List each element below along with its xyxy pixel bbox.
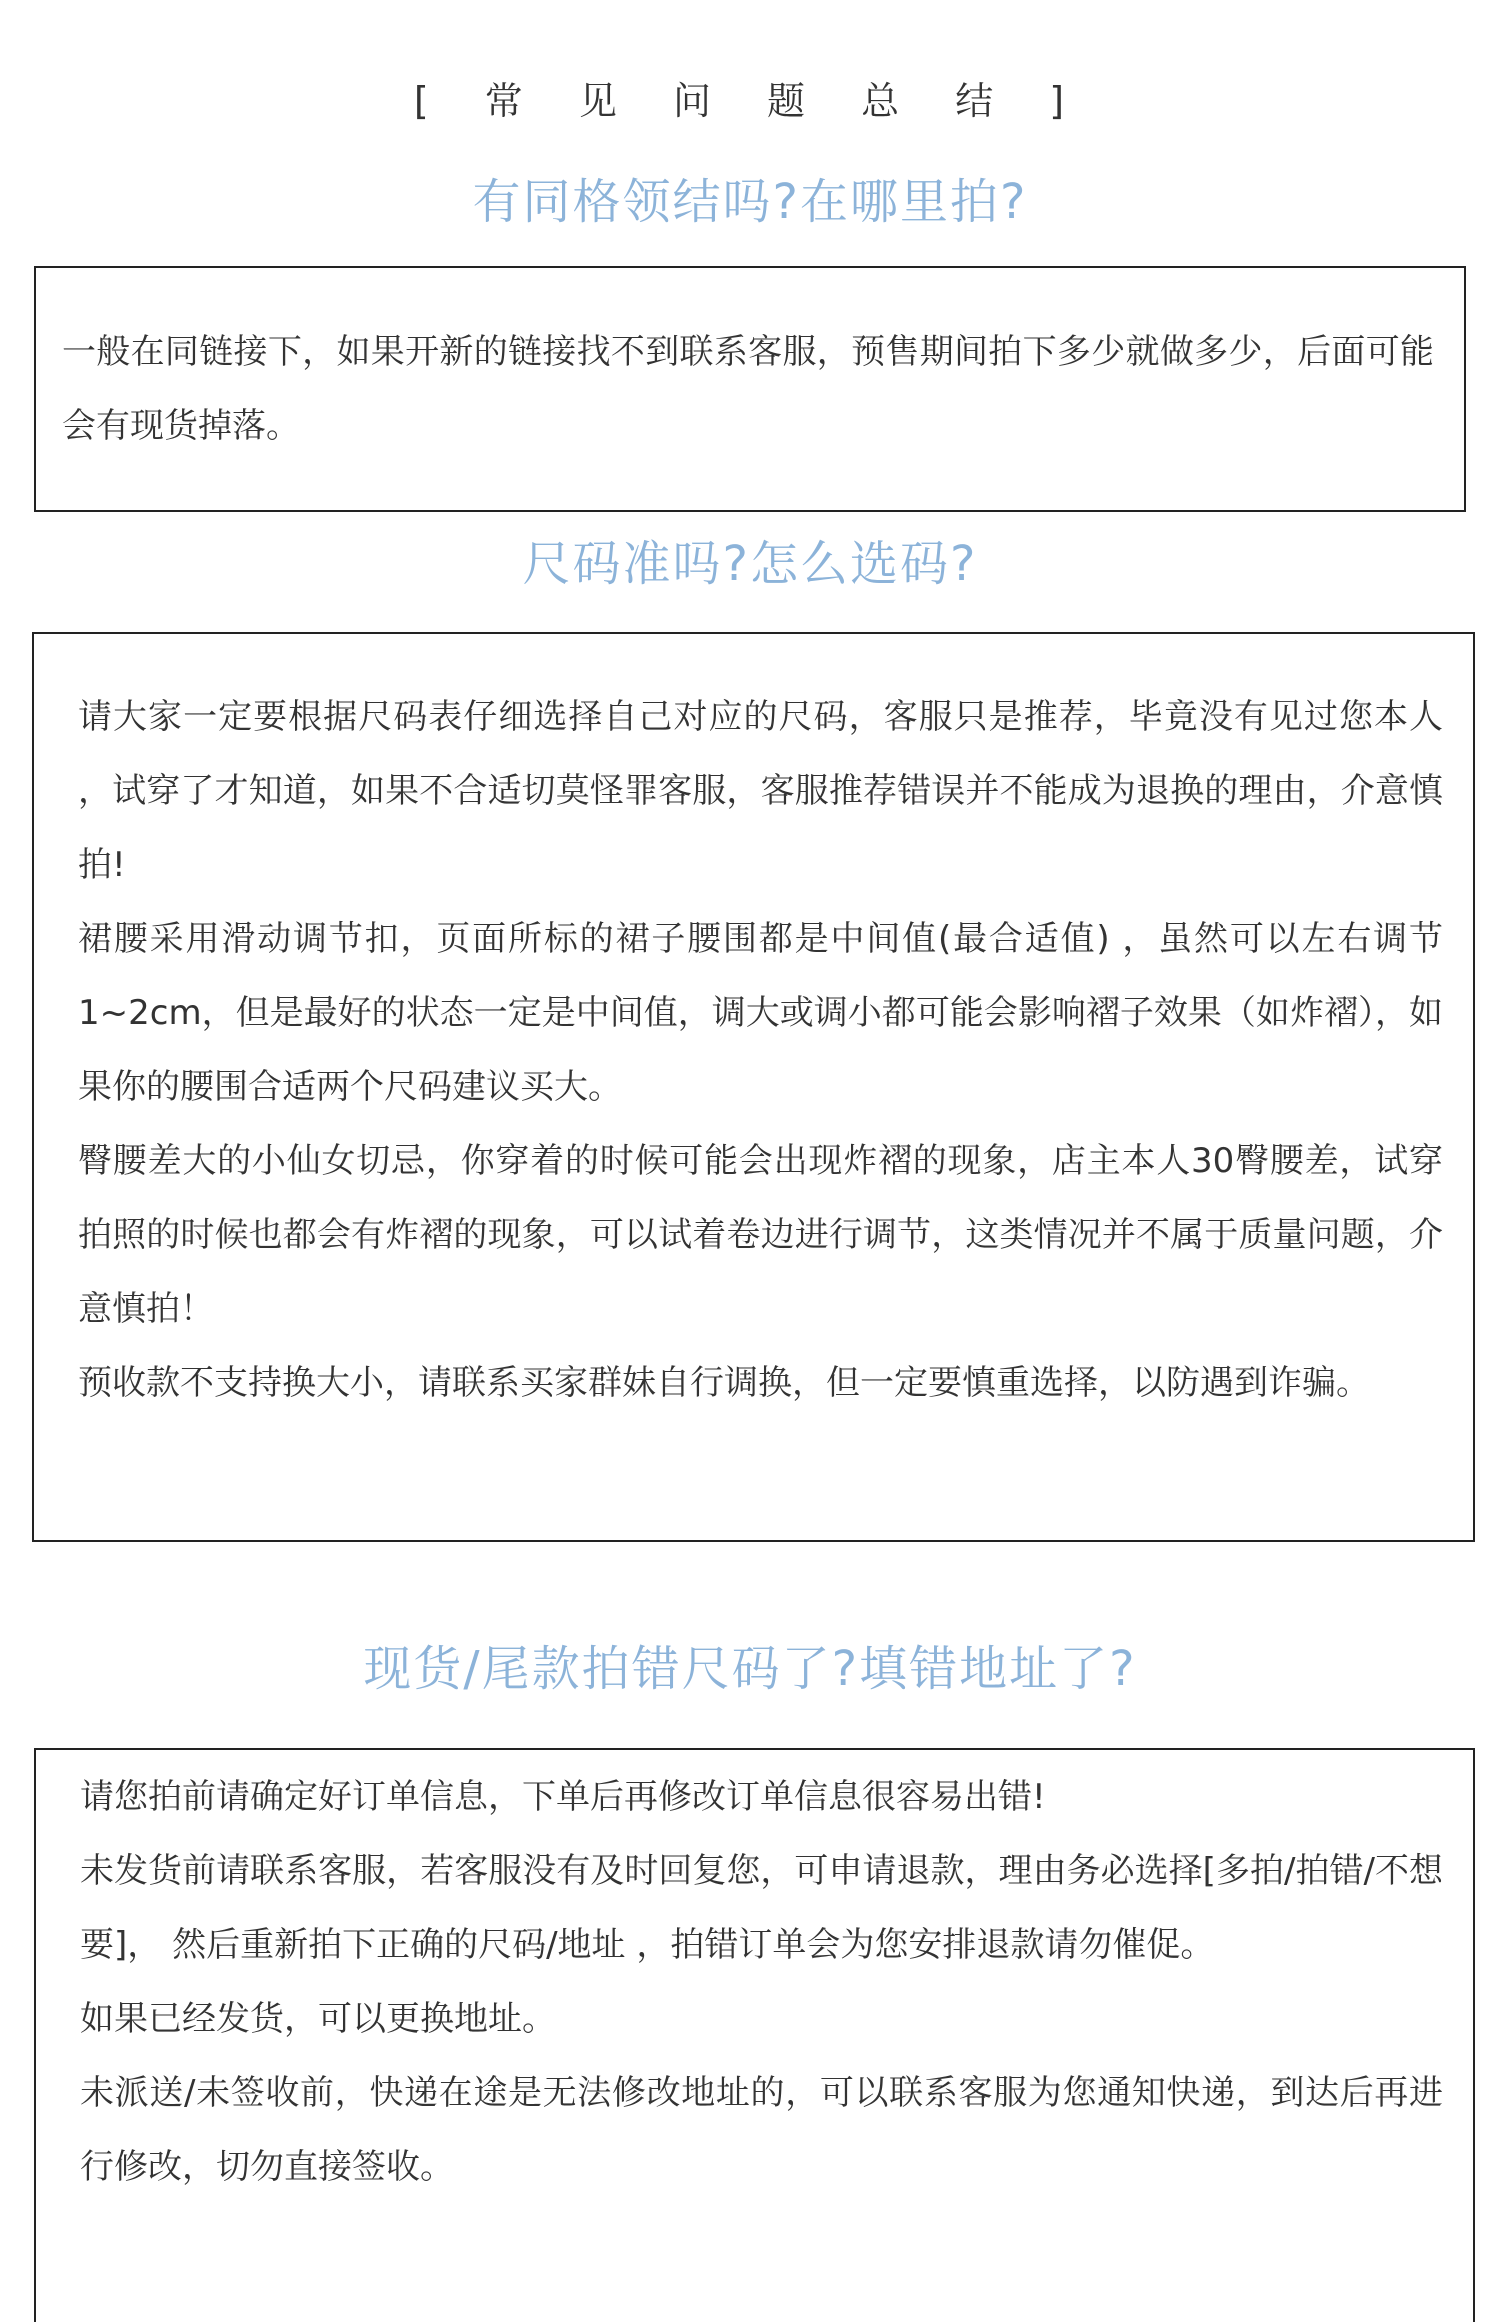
faq-answer-paragraph: 预收款不支持换大小，请联系买家群妹自行调换，但一定要慎重选择，以防遇到诈骗。 [78, 1363, 1370, 1403]
faq-answer-box-3 [34, 1748, 1475, 2322]
faq-question-3: 现货/尾款拍错尺码了?填错地址了? [363, 1641, 1137, 1697]
faq-answer-paragraph: 请大家一定要根据尺码表仔细选择自己对应的尺码，客服只是推荐，毕竟没有见过您本人 ，试穿了才知道，如果不合适切莫怪罪客服，客服推荐错误并不能成为退换的理由，介意慎拍! [78, 697, 1443, 885]
faq-answer-paragraph: 未发货前请联系客服，若客服没有及时回复您，可申请退款，理由务必选择[多拍/拍错/不想要]， 然后重新拍下正确的尺码/地址 ，拍错订单会为您安排退款请勿催促。 [80, 1851, 1443, 1965]
faq-answer-paragraph: 裙腰采用滑动调节扣，页面所标的裙子腰围都是中间值(最合适值) ，虽然可以左右调节1~2cm，但是最好的状态一定是中间值，调大或调小都可能会影响褶子效果（如炸褶），如果你的腰围合适两个尺码建议买大。 [78, 919, 1443, 1107]
faq-answer-paragraph: 如果已经发货，可以更换地址。 [80, 1999, 556, 2039]
faq-answer-paragraph: 请您拍前请确定好订单信息，下单后再修改订单信息很容易出错! [80, 1777, 1046, 1817]
faq-answer-paragraph: 臀腰差大的小仙女切忌，你穿着的时候可能会出现炸褶的现象，店主本人30臀腰差，试穿拍照的时候也都会有炸褶的现象，可以试着卷边进行调节，这类情况并不属于质量问题，介意慎拍！ [78, 1141, 1443, 1329]
faq-answer-paragraph: 一般在同链接下，如果开新的链接找不到联系客服，预售期间拍下多少就做多少，后面可能会有现货掉落。 [62, 332, 1434, 446]
faq-answer-paragraph: 未派送/未签收前，快递在途是无法修改地址的，可以联系客服为您通知快递，到达后再进行修改，切勿直接签收。 [80, 2073, 1443, 2187]
faq-question-1: 有同格领结吗?在哪里拍? [472, 174, 1028, 230]
faq-answer-box-1 [34, 266, 1466, 512]
faq-answer-box-2 [32, 632, 1475, 1542]
page-title: [ 常 见 问 题 总 结 ] [413, 79, 1087, 123]
faq-question-2: 尺码准吗?怎么选码? [522, 536, 978, 592]
